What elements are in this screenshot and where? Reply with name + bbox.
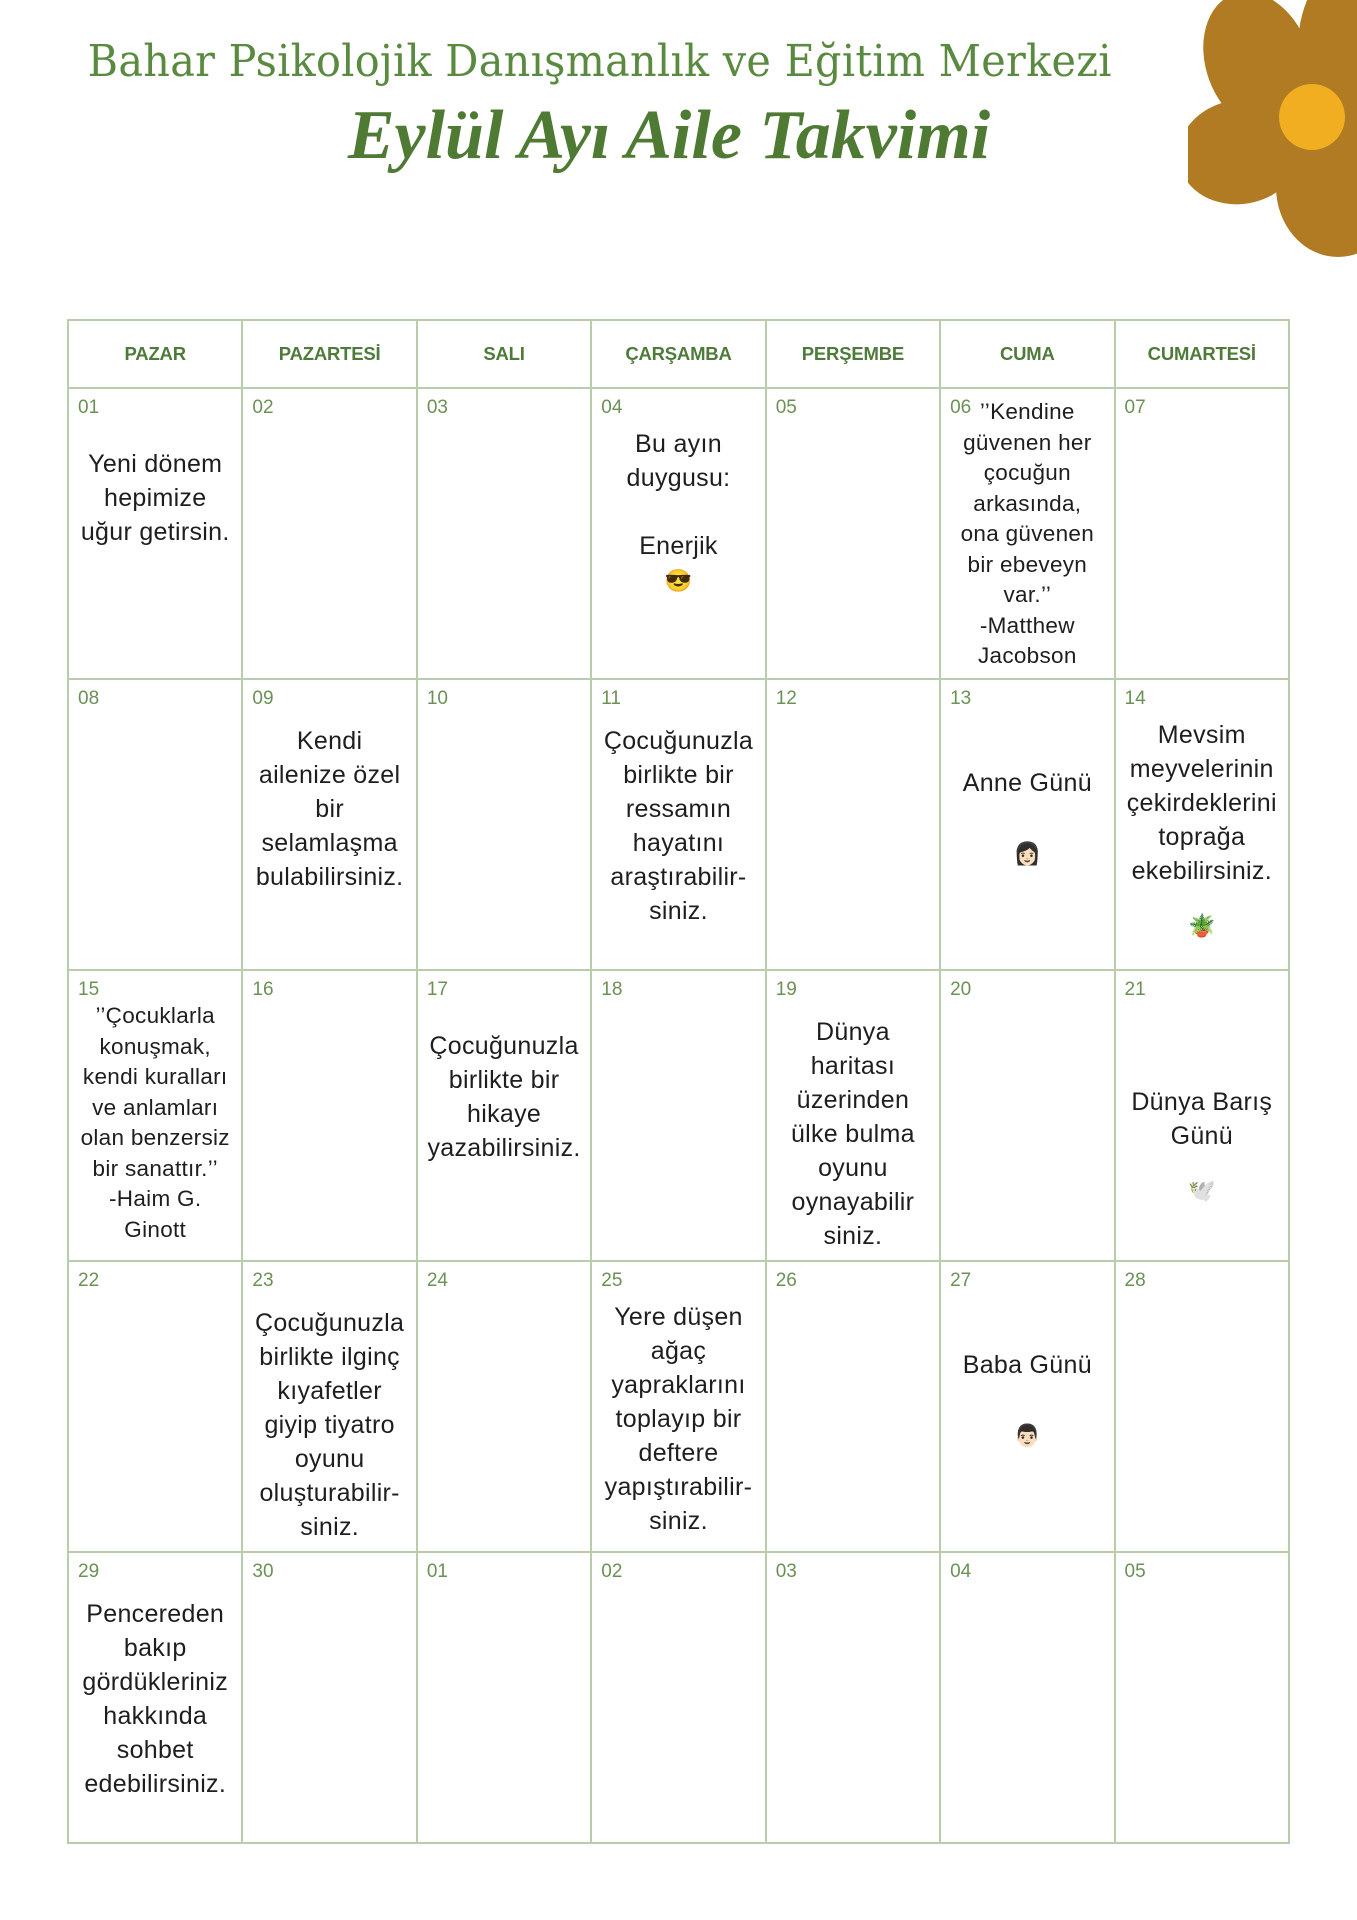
activity-line: bakıp bbox=[123, 1634, 187, 1662]
day-activity-text bbox=[941, 766, 1113, 800]
activity-line: olan benzersiz bbox=[80, 1125, 230, 1150]
day-cell bbox=[940, 388, 1114, 679]
day-number: 12 bbox=[775, 688, 797, 709]
activity-line: konuşmak, bbox=[99, 1033, 211, 1059]
weekday-header-row bbox=[68, 320, 1289, 388]
activity-line: edebilirsiniz. bbox=[84, 1770, 227, 1798]
activity-line: -Haim G. bbox=[109, 1186, 202, 1211]
day-number: 10 bbox=[426, 688, 448, 709]
activity-line: bir ebeveyn bbox=[967, 551, 1088, 577]
day-cell bbox=[417, 1552, 591, 1843]
sunglasses-face-icon: 😎 bbox=[664, 568, 693, 593]
activity-line: siniz. bbox=[823, 1222, 883, 1250]
day-cell bbox=[68, 1552, 242, 1843]
day-cell bbox=[417, 388, 591, 679]
day-activity-text bbox=[243, 1306, 415, 1544]
activity-line: yapıştırabilir- bbox=[604, 1473, 753, 1501]
day-cell bbox=[242, 679, 416, 970]
activity-line: sohbet bbox=[116, 1736, 194, 1764]
day-number: 18 bbox=[601, 979, 623, 1000]
day-cell bbox=[940, 679, 1114, 970]
activity-line: Pencereden bbox=[86, 1600, 225, 1628]
activity-line: kendi kuralları bbox=[82, 1064, 228, 1089]
day-cell bbox=[1115, 1261, 1289, 1552]
activity-line: var.’’ bbox=[1003, 582, 1052, 607]
day-activity-text bbox=[592, 427, 764, 563]
weekday-monday: PAZARTESİ bbox=[242, 320, 416, 388]
activity-line: bir sanattır.’’ bbox=[92, 1155, 218, 1181]
activity-line: ağaç bbox=[650, 1337, 707, 1365]
activity-line: birlikte bir bbox=[623, 761, 734, 789]
activity-line: Ginott bbox=[124, 1216, 187, 1242]
day-cell bbox=[940, 1552, 1114, 1843]
day-number: 27 bbox=[950, 1270, 972, 1291]
activity-line: ressamın bbox=[625, 795, 732, 823]
day-number: 07 bbox=[1124, 397, 1146, 418]
activity-line: yapraklarını bbox=[611, 1371, 746, 1399]
activity-line: Günü bbox=[1170, 1122, 1233, 1150]
day-cell bbox=[242, 1552, 416, 1843]
activity-line: yazabilirsiniz. bbox=[427, 1134, 581, 1162]
day-cell bbox=[766, 679, 940, 970]
day-activity-text bbox=[592, 1300, 764, 1538]
activity-line: Jacobson bbox=[977, 643, 1077, 668]
activity-line: -Matthew bbox=[979, 612, 1075, 638]
day-activity-text bbox=[69, 1001, 241, 1245]
activity-line: üzerinden bbox=[796, 1086, 910, 1114]
weekday-friday: CUMA bbox=[940, 320, 1114, 388]
activity-line: birlikte bir bbox=[448, 1066, 560, 1094]
day-number: 08 bbox=[78, 688, 100, 709]
day-activity-text bbox=[941, 397, 1113, 672]
day-cell bbox=[242, 388, 416, 679]
day-activity-text bbox=[69, 1597, 241, 1801]
day-cell bbox=[940, 1261, 1114, 1552]
day-cell bbox=[242, 1261, 416, 1552]
day-number: 03 bbox=[426, 397, 448, 418]
activity-line: Kendi bbox=[296, 727, 363, 755]
day-number: 06 bbox=[950, 397, 972, 418]
day-number: 20 bbox=[950, 979, 972, 1000]
day-cell bbox=[940, 970, 1114, 1261]
day-cell bbox=[417, 679, 591, 970]
day-activity-text bbox=[69, 447, 241, 549]
activity-line: Enerjik bbox=[639, 532, 718, 560]
activity-line: meyvelerinin bbox=[1129, 755, 1274, 783]
activity-line: hepimize bbox=[103, 484, 207, 512]
activity-line: Yere düşen bbox=[614, 1303, 743, 1331]
weekday-sunday: PAZAR bbox=[68, 320, 242, 388]
activity-line: oyunu bbox=[818, 1154, 888, 1182]
activity-line: siniz. bbox=[649, 897, 708, 925]
man-icon: 👨🏻 bbox=[1013, 1423, 1042, 1448]
day-number: 04 bbox=[950, 1561, 972, 1582]
activity-line: ’’Kendine bbox=[979, 399, 1075, 424]
activity-line: Çocuğunuzla bbox=[255, 1309, 405, 1337]
page-title: Eylül Ayı Aile Takvimi bbox=[347, 97, 991, 174]
week-row bbox=[68, 1261, 1289, 1552]
day-activity-text bbox=[1116, 1085, 1288, 1153]
weekday-thursday: PERŞEMBE bbox=[766, 320, 940, 388]
day-number: 11 bbox=[601, 688, 621, 709]
day-number: 01 bbox=[78, 397, 100, 418]
day-cell bbox=[1115, 388, 1289, 679]
day-activity-text bbox=[1116, 718, 1288, 888]
day-number: 15 bbox=[78, 979, 100, 1000]
day-cell bbox=[417, 1261, 591, 1552]
activity-line: Dünya bbox=[816, 1018, 890, 1046]
activity-line: Bu ayın bbox=[635, 430, 722, 458]
day-activity-text bbox=[767, 1015, 939, 1253]
calendar-table bbox=[67, 319, 1290, 1844]
activity-line: birlikte ilginç bbox=[259, 1343, 400, 1371]
day-cell bbox=[68, 1261, 242, 1552]
activity-line: oluşturabilir- bbox=[259, 1479, 400, 1507]
week-row bbox=[68, 1552, 1289, 1843]
activity-line: Dünya Barış bbox=[1131, 1088, 1273, 1116]
day-number: 25 bbox=[601, 1270, 623, 1291]
day-cell bbox=[242, 970, 416, 1261]
day-cell bbox=[591, 679, 765, 970]
day-cell bbox=[766, 970, 940, 1261]
activity-line: araştırabilir- bbox=[610, 863, 747, 891]
activity-line: uğur getirsin. bbox=[80, 518, 230, 546]
activity-line: ülke bulma bbox=[790, 1120, 915, 1148]
activity-line: bir bbox=[315, 795, 344, 823]
activity-line: oynayabilir bbox=[791, 1188, 915, 1216]
day-number: 04 bbox=[601, 397, 623, 418]
day-cell bbox=[1115, 1552, 1289, 1843]
activity-line: giyip tiyatro bbox=[264, 1411, 395, 1439]
activity-line: Çocuğunuzla bbox=[603, 727, 754, 755]
activity-line: selamlaşma bbox=[261, 829, 398, 857]
day-number: 29 bbox=[78, 1561, 100, 1582]
day-number: 26 bbox=[775, 1270, 797, 1291]
day-cell bbox=[68, 679, 242, 970]
day-number: 13 bbox=[950, 688, 972, 709]
activity-line: Yeni dönem bbox=[88, 450, 223, 478]
day-number: 17 bbox=[426, 979, 448, 1000]
day-number: 05 bbox=[775, 397, 797, 418]
day-cell bbox=[591, 1552, 765, 1843]
day-number: 02 bbox=[252, 397, 274, 418]
day-number: 24 bbox=[426, 1270, 448, 1291]
day-number: 30 bbox=[252, 1561, 274, 1582]
activity-line: Mevsim bbox=[1157, 721, 1246, 749]
day-number: 02 bbox=[601, 1561, 623, 1582]
activity-line: duygusu: bbox=[626, 464, 731, 492]
activity-line: ’’Çocuklarla bbox=[95, 1003, 215, 1028]
day-activity-text bbox=[243, 724, 415, 894]
day-number: 22 bbox=[78, 1270, 100, 1291]
day-cell bbox=[591, 1261, 765, 1552]
weekday-saturday: CUMARTESİ bbox=[1115, 320, 1289, 388]
activity-line: hikaye bbox=[467, 1100, 542, 1128]
activity-line: deftere bbox=[638, 1439, 719, 1467]
week-row bbox=[68, 679, 1289, 970]
dove-icon: 🕊️ bbox=[1188, 1178, 1216, 1203]
day-cell bbox=[68, 388, 242, 679]
day-number: 03 bbox=[775, 1561, 797, 1582]
day-cell bbox=[591, 970, 765, 1261]
activity-line: gördükleriniz bbox=[82, 1668, 229, 1696]
weekday-wednesday: ÇARŞAMBA bbox=[591, 320, 765, 388]
activity-line: ekebilirsiniz. bbox=[1131, 857, 1272, 885]
activity-line: ailenize özel bbox=[258, 761, 401, 789]
activity-line: toprağa bbox=[1158, 823, 1246, 851]
activity-line: kıyafetler bbox=[277, 1377, 382, 1405]
day-number: 14 bbox=[1124, 688, 1146, 709]
activity-line bbox=[592, 495, 764, 529]
day-number: 16 bbox=[252, 979, 274, 1000]
activity-line: siniz. bbox=[649, 1507, 708, 1535]
activity-line: Anne Günü bbox=[962, 769, 1092, 797]
day-number: 23 bbox=[252, 1270, 274, 1291]
organization-subtitle: Bahar Psikolojik Danışmanlık ve Eğitim Merkezi bbox=[87, 36, 1113, 87]
day-number: 09 bbox=[252, 688, 274, 709]
day-cell bbox=[766, 388, 940, 679]
activity-line: hakkında bbox=[103, 1702, 208, 1730]
day-number: 05 bbox=[1124, 1561, 1146, 1582]
day-number: 21 bbox=[1124, 979, 1146, 1000]
activity-line: haritası bbox=[810, 1052, 896, 1080]
day-activity-text bbox=[941, 1348, 1113, 1382]
weekday-tuesday: SALI bbox=[417, 320, 591, 388]
day-cell bbox=[1115, 679, 1289, 970]
day-cell bbox=[1115, 970, 1289, 1261]
activity-line: çekirdeklerini bbox=[1126, 789, 1277, 817]
activity-line: Çocuğunuzla bbox=[429, 1032, 579, 1060]
activity-line: toplayıp bir bbox=[615, 1405, 742, 1433]
potted-plant-icon: 🪴 bbox=[1188, 913, 1216, 938]
activity-line: ona güvenen bbox=[960, 521, 1095, 546]
day-activity-text bbox=[418, 1029, 590, 1165]
day-number: 19 bbox=[775, 979, 797, 1000]
activity-line: bulabilirsiniz. bbox=[255, 863, 404, 891]
activity-line: ve anlamları bbox=[92, 1094, 219, 1120]
week-row bbox=[68, 970, 1289, 1261]
week-row bbox=[68, 388, 1289, 679]
day-number: 01 bbox=[426, 1561, 448, 1582]
activity-line: oyunu bbox=[294, 1445, 365, 1473]
activity-line: güvenen her bbox=[963, 429, 1092, 455]
day-activity-text bbox=[592, 724, 764, 928]
activity-line: siniz. bbox=[300, 1513, 360, 1541]
day-cell bbox=[417, 970, 591, 1261]
activity-line: Baba Günü bbox=[962, 1351, 1092, 1379]
day-cell bbox=[68, 970, 242, 1261]
day-cell bbox=[766, 1552, 940, 1843]
activity-line: hayatını bbox=[632, 829, 725, 857]
woman-icon: 👩🏻 bbox=[1013, 841, 1042, 866]
day-number: 28 bbox=[1124, 1270, 1146, 1291]
activity-line: arkasında, bbox=[973, 490, 1082, 516]
day-cell bbox=[766, 1261, 940, 1552]
day-cell bbox=[591, 388, 765, 679]
activity-line: çocuğun bbox=[983, 460, 1071, 485]
